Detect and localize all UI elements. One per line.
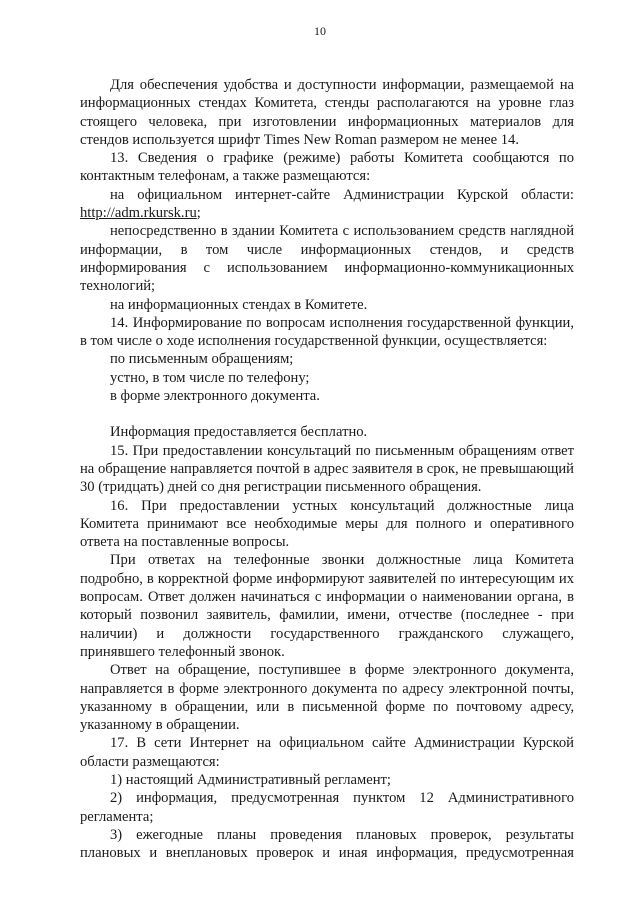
list-item-oral: устно, в том числе по телефону; (110, 369, 310, 386)
paragraph-15-written-consultations: 15. При предоставлении консультаций по письменным обращениям ответ на обращение направляется почтой в адрес заявителя в срок, не превышающий 30 (тридцать) дней со дня регистрации письменного обращения. (80, 442, 574, 496)
official-site-end: ; (196, 205, 201, 222)
blank-line (80, 405, 574, 423)
paragraph-17-internet: 17. В сети Интернет на официальном сайте Администрации Курской области размещаются: (80, 735, 574, 770)
paragraph-stands: Для обеспечения удобства и доступности информации, размещаемой на информационных стендах Комитета, стенды располагаются на уровне глаз стоящего человека, при изготовлении информационных материалов для стендов используется шрифт Times New Roman размером не менее 14. (80, 77, 574, 148)
list-item-annual-plans: 3) ежегодные планы проведения плановых проверок, результаты плановых и внеплановых проверок и иная информация, предусмотренная (80, 826, 574, 862)
paragraph-phone-calls: При ответах на телефонные звонки должностные лица Комитета подробно, в корректной форме информируют заявителей по интересующим их вопросам. Ответ должен начинаться с информации о наименовании органа, в который позвонил заявитель, фамилии, имени, отчестве (последнее - при наличии) и должности государственного гражданского служащего, принявшего телефонный звонок. (80, 552, 574, 660)
paragraph-free-of-charge: Информация предоставляется бесплатно. (110, 424, 368, 441)
paragraph-official-site (80, 186, 574, 223)
paragraph-14-informing: 14. Информирование по вопросам исполнения государственной функции, в том числе о ходе исполнения государственной функции, осуществляется: (80, 314, 574, 350)
document-body (80, 76, 574, 862)
official-site-link[interactable]: http://adm.rkursk.ru (80, 205, 197, 222)
paragraph-13-schedule: 13. Сведения о графике (режиме) работы Комитета сообщаются по контактным телефонам, а также размещаются: (80, 150, 574, 185)
list-item-electronic: в форме электронного документа. (110, 388, 320, 405)
list-item-written: по письменным обращениям; (110, 351, 294, 368)
paragraph-building-info: непосредственно в здании Комитета с использованием средств наглядной информации, в том числе информационных стендов, и средств информирования с использованием информационно-коммуникационных технологий; (80, 223, 574, 295)
paragraph-info-stands: на информационных стендах в Комитете. (110, 296, 368, 313)
list-item-regulation: 1) настоящий Административный регламент; (110, 771, 391, 788)
list-item-information: 2) информация, предусмотренная пунктом 12 Административного регламента; (80, 790, 574, 825)
paragraph-16-oral-consultations: 16. При предоставлении устных консультаций должностные лица Комитета принимают все необходимые меры для полного и оперативного ответа на поставленные вопросы. (80, 497, 574, 551)
official-site-text: на официальном интернет-сайте Администрации Курской области: (110, 186, 574, 203)
page-number: 10 (314, 24, 326, 38)
paragraph-electronic-reply: Ответ на обращение, поступившее в форме электронного документа, направляется в форме электронного документа по адресу электронной почты, указанному в обращении, или в письменной форме по почтовому адресу, указанному в обращении. (80, 662, 574, 734)
